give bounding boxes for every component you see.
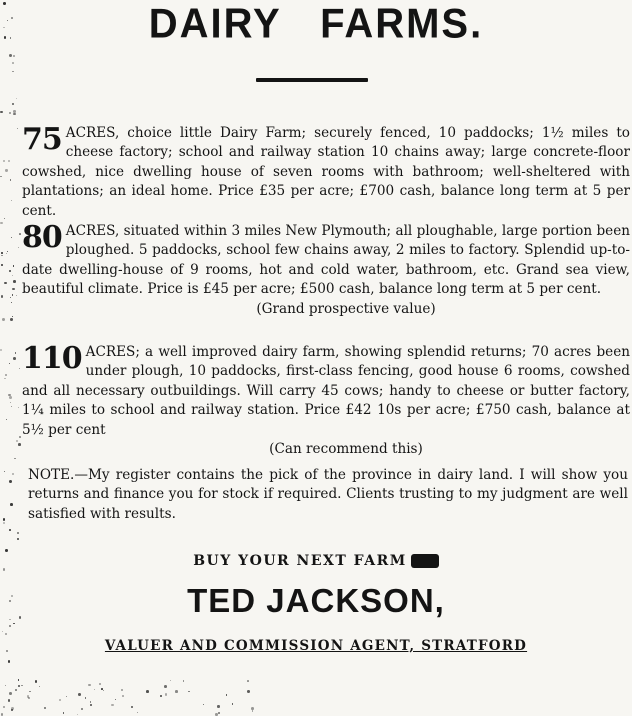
ink-speck (17, 538, 19, 540)
ink-speck (10, 318, 13, 321)
ink-speck (164, 685, 167, 688)
ink-speck (2, 631, 3, 632)
ink-speck (170, 680, 171, 681)
page-heading: DAIRY FARMS. (148, 0, 484, 48)
ink-speck (12, 275, 13, 276)
ink-speck (13, 357, 16, 360)
ink-speck (16, 440, 18, 442)
ink-speck (3, 160, 5, 162)
listing-remark: (Can recommend this) (269, 441, 423, 458)
heading-rule (256, 78, 368, 82)
ink-speck (3, 522, 6, 525)
ink-speck (9, 625, 11, 627)
ink-speck (7, 251, 8, 252)
ink-speck (5, 374, 7, 376)
ink-speck (101, 688, 103, 690)
listing-acres-number: 80 (22, 220, 62, 255)
ink-speck (188, 691, 189, 692)
ink-speck (35, 680, 37, 682)
ink-speck (13, 110, 15, 112)
ink-speck (6, 419, 7, 420)
ink-speck (226, 694, 228, 696)
ink-speck (8, 699, 10, 701)
ink-speck (1, 264, 3, 266)
ink-speck (59, 699, 61, 701)
ink-speck (9, 480, 12, 483)
ink-speck (3, 27, 4, 28)
ink-speck (3, 518, 5, 520)
ink-speck (1, 255, 2, 256)
ink-speck (11, 707, 14, 710)
ink-speck (13, 280, 16, 283)
ink-speck (232, 703, 234, 705)
ink-speck (44, 707, 46, 709)
buy-line-text: BUY YOUR NEXT FARM (193, 553, 407, 569)
ink-speck (103, 690, 104, 691)
ink-speck (7, 20, 8, 21)
ink-speck (0, 349, 2, 351)
ink-speck (115, 699, 116, 700)
ink-speck (146, 690, 149, 693)
ink-speck (3, 706, 5, 708)
ink-speck (5, 685, 6, 686)
ink-speck (18, 443, 21, 446)
listing-description: ACRES; a well improved dairy farm, showing splendid returns; 70 acres been under plough, 10 paddocks, first-class fencing, good house 6 rooms, cowshed and all necessary outbuildings. Will carry 45 cows; handy to cheese or butter factory, 1¼ miles to school and railway station. Price £42 10s per acre; £750 cash, balance at 5½ per cent (22, 344, 630, 438)
ink-speck (218, 712, 220, 714)
ink-speck (137, 712, 138, 713)
ink-speck (0, 111, 2, 113)
ink-speck (63, 712, 64, 713)
listing-acres-number: 75 (22, 122, 62, 157)
ink-speck (18, 679, 20, 681)
ink-speck (81, 708, 83, 710)
ink-speck (19, 233, 21, 235)
ink-speck (12, 473, 14, 475)
listing-75-acres (22, 124, 630, 221)
ink-speck (5, 169, 7, 171)
buy-line (0, 553, 632, 569)
ink-speck (94, 689, 95, 690)
ink-speck (13, 55, 15, 57)
ink-speck (0, 176, 1, 177)
ink-speck (18, 685, 19, 686)
listing-110-acres (22, 343, 630, 459)
ink-speck (9, 529, 11, 531)
ink-speck (90, 704, 92, 706)
ink-speck (160, 695, 162, 697)
ink-speck (121, 689, 124, 692)
ink-speck (4, 471, 5, 472)
ink-speck (8, 660, 11, 663)
listing-acres-number: 110 (22, 341, 82, 376)
ink-speck (11, 237, 12, 238)
ink-speck (66, 696, 67, 697)
listing-80-acres (22, 222, 630, 319)
ink-speck (10, 179, 12, 181)
ink-speck (16, 98, 17, 99)
ink-speck (9, 270, 11, 272)
ink-speck (12, 71, 13, 72)
ink-speck (85, 697, 86, 698)
ink-speck (203, 704, 204, 705)
ink-speck (3, 2, 6, 5)
ink-speck (9, 112, 11, 114)
ink-speck (9, 600, 11, 602)
ink-speck (4, 378, 6, 380)
ink-speck (122, 695, 124, 697)
ink-speck (12, 288, 15, 291)
ink-speck (18, 407, 19, 408)
ink-speck (0, 222, 2, 224)
listing-remark: (Grand prospective value) (256, 300, 436, 317)
register-note: NOTE.—My register contains the pick of the province in dairy land. I will show you returns and finance you for stock if required. Clients trusting to my judgment are well satisfied with results. (28, 467, 628, 522)
ink-speck (18, 247, 19, 248)
ink-speck (16, 295, 17, 296)
ink-speck (247, 690, 250, 693)
ink-speck (1, 713, 3, 715)
ink-speck (11, 302, 12, 303)
ink-speck (9, 396, 12, 399)
ink-speck (17, 128, 19, 130)
ink-speck (217, 705, 219, 707)
agent-title: VALUER AND COMMISSION AGENT, STRATFORD (104, 638, 528, 654)
ink-speck (11, 200, 13, 202)
ink-speck (8, 160, 10, 162)
ink-speck (13, 265, 15, 267)
ink-speck (2, 318, 5, 321)
ink-speck (19, 616, 21, 618)
ink-speck (6, 253, 8, 255)
ink-speck (4, 282, 6, 284)
listing-description: ACRES, situated within 3 miles New Plymouth; all ploughable, large portion been ploughed. 5 paddocks, school few chains away, 2 miles to factory. Splendid up-to-date dwelling-house of 9 rooms, hot and cold water, bathroom, etc. Grand sea view, beautiful climate. Price is £45 per acre; £500 cash, balance long term at 5 per cent. (22, 223, 630, 298)
ink-speck (3, 568, 6, 571)
ink-speck (4, 36, 7, 39)
ink-speck (165, 693, 168, 696)
ink-speck (13, 113, 15, 115)
ink-speck (1, 295, 3, 297)
ink-speck (90, 701, 91, 702)
ink-speck (9, 363, 10, 364)
ink-speck (9, 619, 11, 621)
ink-speck (21, 685, 22, 686)
ink-speck (247, 680, 249, 682)
ink-speck (12, 62, 14, 64)
ink-speck (15, 352, 16, 353)
ink-speck (12, 103, 14, 105)
ink-speck (11, 17, 13, 19)
ink-speck (88, 684, 90, 686)
listing-description: ACRES, choice little Dairy Farm; securely fenced, 10 paddocks; 1½ miles to cheese factory; school and railway station 10 chains away; large concrete-floor cowshed, nice dwelling house of seven rooms with bathroom; well-sheltered with plantations; an ideal home. Price £35 per acre; £700 cash, balance long term at 5 per cent. (22, 125, 630, 219)
ink-speck (12, 294, 14, 296)
ink-speck (13, 623, 14, 624)
ink-speck (78, 693, 81, 696)
ink-speck (4, 218, 5, 219)
ink-speck (10, 402, 11, 403)
ink-speck (77, 714, 78, 715)
ink-speck (131, 706, 133, 708)
ink-speck (39, 686, 41, 688)
ink-speck (1, 252, 3, 254)
ink-speck (9, 54, 12, 57)
ink-blot (411, 554, 439, 568)
ink-speck (11, 406, 12, 407)
ink-speck (10, 503, 13, 506)
ink-speck (175, 690, 178, 693)
ink-speck (5, 549, 8, 552)
ink-speck (99, 683, 101, 685)
ink-speck (19, 436, 21, 438)
ink-speck (12, 316, 13, 317)
ink-speck (10, 297, 11, 298)
ink-speck (183, 680, 184, 681)
ink-speck (15, 689, 17, 691)
ink-speck (14, 458, 16, 460)
ink-speck (9, 692, 12, 695)
ink-speck (5, 633, 7, 635)
advertiser-name: TED JACKSON, (187, 582, 445, 619)
ink-speck (252, 710, 253, 711)
ink-speck (17, 532, 19, 534)
ink-speck (111, 704, 114, 707)
ink-speck (19, 368, 20, 369)
ink-speck (29, 691, 30, 692)
